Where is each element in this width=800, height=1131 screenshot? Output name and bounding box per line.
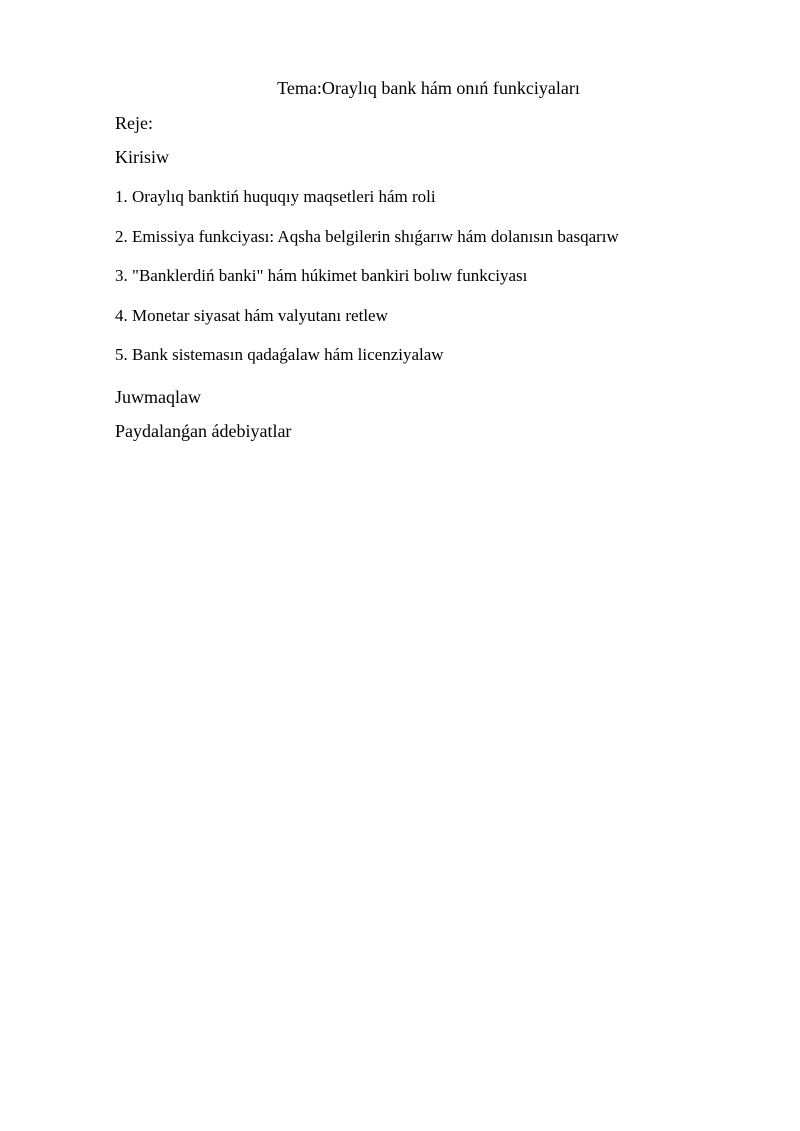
- references-heading: Paydalanǵan ádebiyatlar: [115, 421, 292, 441]
- plan-label: Reje:: [115, 113, 153, 133]
- plan-item-5: 5. Bank sistemasın qadaǵalaw hám licenziyalaw: [115, 345, 444, 364]
- plan-item-1: 1. Oraylıq banktiń huquqıy maqsetleri hám roli: [115, 187, 436, 206]
- plan-item-4: 4. Monetar siyasat hám valyutanı retlew: [115, 306, 388, 325]
- document-title: Tema:Oraylıq bank hám onıń funkciyaları: [277, 78, 580, 98]
- plan-item-3: 3. "Banklerdiń banki" hám húkimet bankiri bolıw funkciyası: [115, 266, 528, 285]
- intro-heading: Kirisiw: [115, 147, 169, 167]
- conclusion-heading: Juwmaqlaw: [115, 387, 201, 407]
- plan-item-2: 2. Emissiya funkciyası: Aqsha belgilerin shıǵarıw hám dolanısın basqarıw: [115, 227, 619, 246]
